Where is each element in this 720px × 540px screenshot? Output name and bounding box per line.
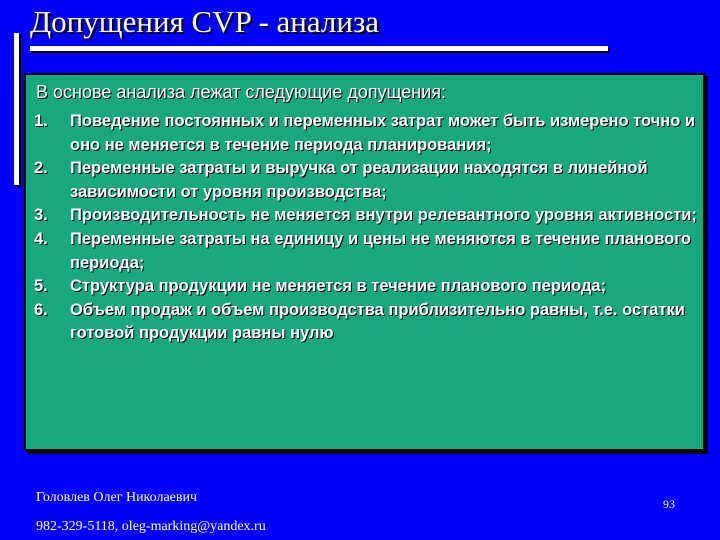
list-item-number: 6. [34,300,48,319]
list-item [34,299,702,346]
page-number: 93 [663,497,675,511]
list-item-text: Производительность не меняется внутри релевантного уровня активности; [70,206,697,225]
intro-text: В основе анализа лежат следующие допущения: [36,82,446,102]
list-item-number: 4. [34,229,48,248]
list-item-text: Структура продукции не меняется в течение планового периода; [70,277,607,296]
list-item [34,204,702,228]
left-accent-bar [14,33,19,185]
list-item-number: 5. [34,277,48,296]
list-item-text: Переменные затраты и выручка от реализации находятся в линейной зависимости от уровня производства; [70,159,648,201]
list-item-text: Поведение постоянных и переменных затрат может быть измерено точно и оно не меняется в течение периода планирования; [70,112,696,154]
footer-author: Головлев Олег Николаевич [36,490,198,505]
list-item-number: 3. [34,206,48,225]
title-underline [30,46,608,51]
list-item-text: Переменные затраты на единицу и цены не меняются в течение планового периода; [70,229,691,272]
list-item-number: 2. [34,159,48,178]
list-item-number: 1. [34,112,48,130]
content-panel [24,73,705,451]
list-item [34,275,702,299]
list-item [34,110,702,157]
list-item [34,228,702,275]
assumptions-list [34,110,702,346]
footer-contact: 982-329-5118, oleg-marking@yandex.ru [36,519,266,534]
slide-title: Допущения CVP - анализа [30,4,379,39]
list-item [34,157,702,204]
list-item-text: Объем продаж и объем производства приблизительно равны, т.е. остатки готовой продукции равны нулю [70,300,685,343]
